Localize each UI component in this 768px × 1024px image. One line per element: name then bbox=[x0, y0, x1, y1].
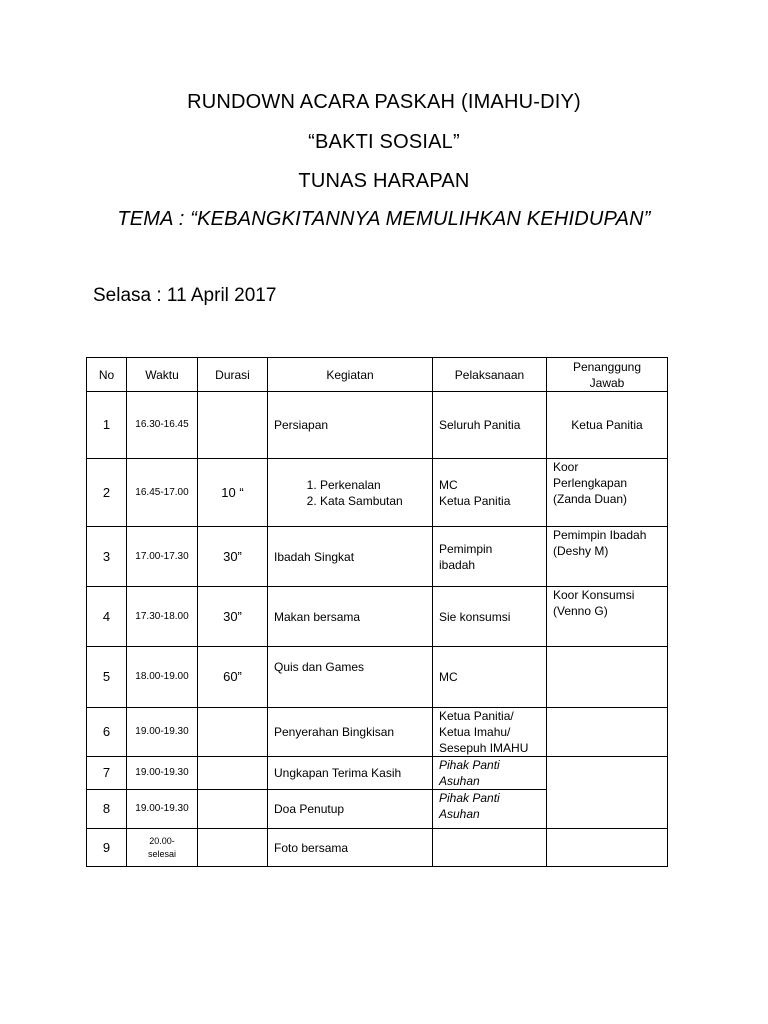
cell-durasi bbox=[198, 790, 268, 829]
cell-kegiatan: Quis dan Games bbox=[268, 647, 433, 708]
pj-line: Koor bbox=[553, 460, 579, 474]
cell-penanggung-jawab bbox=[547, 708, 668, 757]
cell-penanggung-jawab bbox=[547, 527, 668, 587]
cell-waktu: 18.00-19.00 bbox=[127, 647, 198, 708]
cell-durasi bbox=[198, 829, 268, 867]
table-row bbox=[87, 459, 668, 527]
pj-line: (Venno G) bbox=[553, 604, 608, 618]
column-header-penanggung-jawab: Penanggung Jawab bbox=[547, 358, 668, 392]
cell-waktu: 16.30-16.45 bbox=[127, 392, 198, 459]
cell-no: 2 bbox=[87, 459, 127, 527]
column-header-no: No bbox=[87, 358, 127, 392]
list-item: 1. Perkenalan bbox=[320, 477, 426, 493]
pj-line: Koor Konsumsi bbox=[553, 588, 635, 602]
cell-penanggung-jawab bbox=[547, 647, 668, 708]
pj-line: Perlengkapan bbox=[553, 476, 628, 490]
pelaksana-line: Sesepuh IMAHU bbox=[439, 741, 529, 755]
table-row bbox=[87, 829, 668, 867]
cell-no: 8 bbox=[87, 790, 127, 829]
cell-pelaksanaan bbox=[433, 757, 547, 790]
cell-durasi bbox=[198, 757, 268, 790]
rundown-table bbox=[86, 357, 668, 867]
waktu-line: selesai bbox=[147, 848, 176, 859]
pelaksana-line: Ketua Panitia/ bbox=[439, 709, 514, 723]
table-row bbox=[87, 647, 668, 708]
cell-waktu: 19.00-19.30 bbox=[127, 790, 198, 829]
venue-name: TUNAS HARAPAN bbox=[298, 170, 470, 192]
column-header-pelaksanaan: Pelaksanaan bbox=[433, 358, 547, 392]
cell-pelaksanaan bbox=[433, 527, 547, 587]
cell-kegiatan: Ibadah Singkat bbox=[268, 527, 433, 587]
column-header-durasi: Durasi bbox=[198, 358, 268, 392]
event-name: “BAKTI SOSIAL” bbox=[308, 131, 460, 153]
cell-no: 5 bbox=[87, 647, 127, 708]
cell-pelaksanaan bbox=[433, 829, 547, 867]
list-item: 2. Kata Sambutan bbox=[320, 493, 426, 509]
table-row bbox=[87, 757, 668, 790]
cell-durasi: 60” bbox=[198, 647, 268, 708]
cell-no: 9 bbox=[87, 829, 127, 867]
table-row bbox=[87, 527, 668, 587]
cell-pelaksanaan: MC bbox=[433, 647, 547, 708]
cell-pelaksanaan bbox=[433, 708, 547, 757]
pelaksana-line: ibadah bbox=[439, 557, 476, 572]
pelaksana-line: Pihak Panti bbox=[439, 791, 500, 805]
cell-pelaksanaan: Seluruh Panitia bbox=[433, 392, 547, 459]
cell-pelaksanaan bbox=[433, 459, 547, 527]
cell-kegiatan: Makan bersama bbox=[268, 587, 433, 647]
cell-penanggung-jawab bbox=[547, 587, 668, 647]
cell-no: 3 bbox=[87, 527, 127, 587]
cell-pelaksanaan bbox=[433, 790, 547, 829]
cell-penanggung-jawab bbox=[547, 757, 668, 829]
cell-waktu: 16.45-17.00 bbox=[127, 459, 198, 527]
cell-kegiatan: Penyerahan Bingkisan bbox=[268, 708, 433, 757]
cell-kegiatan: Ungkapan Terima Kasih bbox=[268, 757, 433, 790]
cell-waktu: 17.30-18.00 bbox=[127, 587, 198, 647]
pelaksana-line: Ketua Imahu/ bbox=[439, 725, 511, 739]
cell-kegiatan: Doa Penutup bbox=[268, 790, 433, 829]
pj-line: Pemimpin Ibadah bbox=[553, 528, 647, 542]
table-header-row bbox=[87, 358, 668, 392]
cell-durasi: 10 “ bbox=[198, 459, 268, 527]
cell-no: 1 bbox=[87, 392, 127, 459]
pelaksana-line: Pihak Panti bbox=[439, 758, 500, 772]
cell-penanggung-jawab bbox=[547, 459, 668, 527]
cell-durasi bbox=[198, 392, 268, 459]
pj-line: (Zanda Duan) bbox=[553, 492, 628, 506]
table-row bbox=[87, 587, 668, 647]
cell-waktu: 19.00-19.30 bbox=[127, 708, 198, 757]
waktu-line: 20.00- bbox=[149, 835, 175, 846]
pelaksana-line: Ketua Panitia bbox=[439, 493, 511, 508]
cell-durasi: 30” bbox=[198, 587, 268, 647]
pelaksana-line: Asuhan bbox=[439, 807, 480, 821]
cell-waktu: 19.00-19.30 bbox=[127, 757, 198, 790]
table-row bbox=[87, 392, 668, 459]
document-title: RUNDOWN ACARA PASKAH (IMAHU-DIY) bbox=[187, 91, 581, 113]
cell-no: 6 bbox=[87, 708, 127, 757]
column-header-kegiatan: Kegiatan bbox=[268, 358, 433, 392]
cell-waktu: 17.00-17.30 bbox=[127, 527, 198, 587]
cell-penanggung-jawab: Ketua Panitia bbox=[547, 392, 668, 459]
cell-waktu bbox=[127, 829, 198, 867]
cell-durasi bbox=[198, 708, 268, 757]
pj-line: (Deshy M) bbox=[553, 544, 609, 558]
cell-kegiatan: Foto bersama bbox=[268, 829, 433, 867]
cell-kegiatan bbox=[268, 459, 433, 527]
cell-kegiatan: Persiapan bbox=[268, 392, 433, 459]
theme-line: TEMA : “KEBANGKITANNYA MEMULIHKAN KEHIDUPAN” bbox=[117, 208, 651, 230]
cell-no: 4 bbox=[87, 587, 127, 647]
cell-durasi: 30” bbox=[198, 527, 268, 587]
pelaksana-line: MC bbox=[439, 477, 458, 492]
pelaksana-line: Pemimpin bbox=[439, 541, 493, 556]
column-header-waktu: Waktu bbox=[127, 358, 198, 392]
cell-no: 7 bbox=[87, 757, 127, 790]
pelaksana-line: Asuhan bbox=[439, 774, 480, 788]
activity-list bbox=[274, 477, 426, 509]
table-row bbox=[87, 708, 668, 757]
cell-penanggung-jawab bbox=[547, 829, 668, 867]
cell-pelaksanaan: Sie konsumsi bbox=[433, 587, 547, 647]
event-date: Selasa : 11 April 2017 bbox=[93, 285, 277, 306]
